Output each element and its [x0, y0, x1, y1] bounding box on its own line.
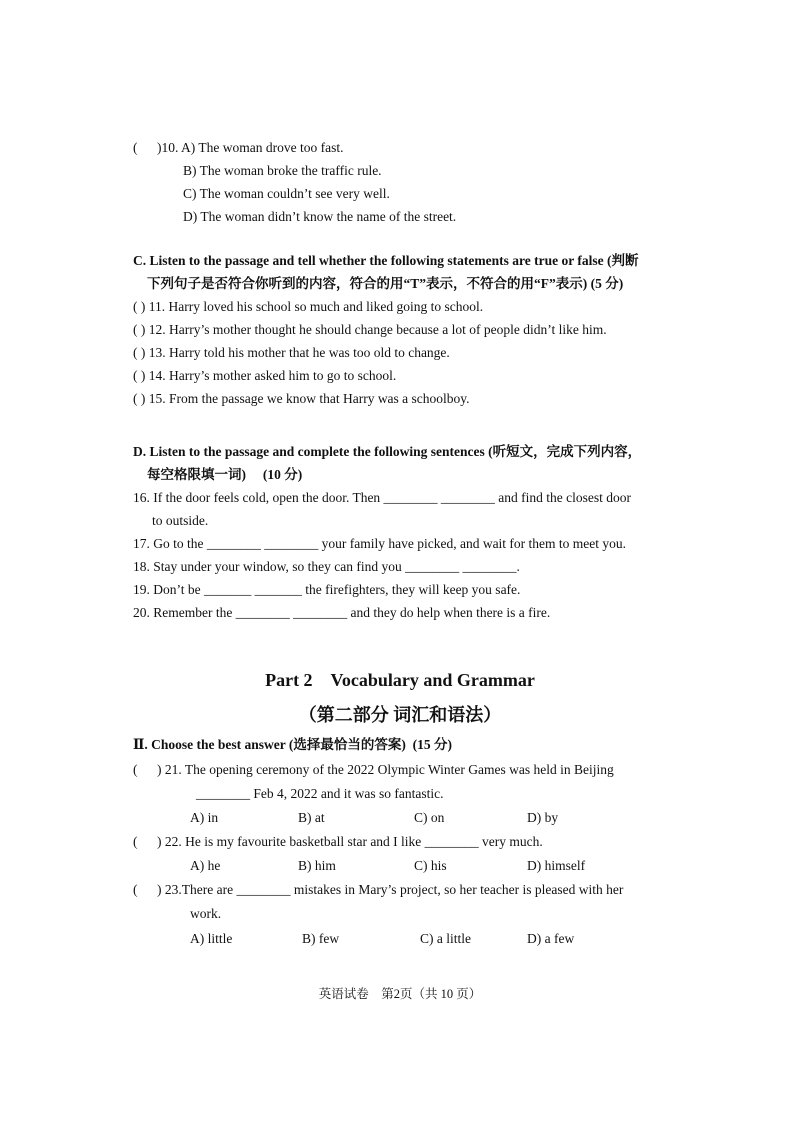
q10-option-c: C) The woman couldn’t see very well.	[183, 186, 390, 201]
q23-option-d: D) a few	[527, 931, 575, 946]
q14: ( ) 14. Harry’s mother asked him to go to school.	[133, 368, 397, 383]
q23-option-b: B) few	[302, 931, 340, 946]
q12: ( ) 12. Harry’s mother thought he should change because a lot of people didn’t like him.	[133, 322, 607, 337]
q16: 16. If the door feels cold, open the door. Then ________ ________ and find the closest door	[133, 490, 632, 505]
section-d-heading: D. Listen to the passage and complete the following sentences (听短文，完成下列内容，	[133, 444, 642, 459]
q10-paren: (	[133, 140, 138, 155]
q22-stem: ) 22. He is my favourite basketball star and I like ________ very much.	[157, 834, 543, 849]
section-d-heading-cn: 每空格限填一词) (10 分)	[147, 467, 303, 482]
q22-paren: (	[133, 834, 138, 849]
section-c-heading: C. Listen to the passage and tell whether the following statements are true or false (判断	[133, 253, 639, 268]
q21-stem: ) 21. The opening ceremony of the 2022 Olympic Winter Games was held in Beijing	[157, 762, 614, 777]
q11: ( ) 11. Harry loved his school so much and liked going to school.	[133, 299, 484, 314]
q21-option-b: B) at	[298, 810, 325, 825]
section-ii-heading: Ⅱ. Choose the best answer (选择最恰当的答案) (15 分)	[133, 737, 452, 752]
q21-paren: (	[133, 762, 138, 777]
q21-option-d: D) by	[527, 810, 559, 825]
q23-option-c: C) a little	[420, 931, 471, 946]
part2-title-cn: （第二部分 词汇和语法）	[298, 705, 502, 725]
section-c-heading-cn: 下列句子是否符合你听到的内容，符合的用“T”表示，不符合的用“F”表示) (5 分)	[147, 276, 624, 291]
q22-option-a: A) he	[190, 858, 221, 873]
part2-title: Part 2 Vocabulary and Grammar	[265, 670, 535, 690]
q23-stem: ) 23.There are ________ mistakes in Mary’s project, so her teacher is pleased with her	[157, 882, 624, 897]
q13: ( ) 13. Harry told his mother that he was too old to change.	[133, 345, 450, 360]
page-footer: 英语试卷 第2页（共 10 页）	[318, 987, 482, 1001]
q22-option-b: B) him	[298, 858, 336, 873]
q21-stem-continued: ________ Feb 4, 2022 and it was so fantastic.	[196, 786, 444, 801]
q10-option-a: )10. A) The woman drove too fast.	[157, 140, 344, 155]
q21-option-c: C) on	[414, 810, 445, 825]
q20: 20. Remember the ________ ________ and they do help when there is a fire.	[133, 605, 551, 620]
q22-option-d: D) himself	[527, 858, 586, 873]
q22-option-c: C) his	[414, 858, 447, 873]
q23-stem-continued: work.	[190, 906, 222, 921]
q23-option-a: A) little	[190, 931, 233, 946]
q16-continued: to outside.	[152, 513, 209, 528]
q21-option-a: A) in	[190, 810, 219, 825]
q18: 18. Stay under your window, so they can find you ________ ________.	[133, 559, 520, 574]
q17: 17. Go to the ________ ________ your family have picked, and wait for them to meet you.	[133, 536, 627, 551]
q23-paren: (	[133, 882, 138, 897]
q10-option-d: D) The woman didn’t know the name of the street.	[183, 209, 457, 224]
q10-option-b: B) The woman broke the traffic rule.	[183, 163, 382, 178]
q15: ( ) 15. From the passage we know that Harry was a schoolboy.	[133, 391, 470, 406]
q19: 19. Don’t be _______ _______ the firefighters, they will keep you safe.	[133, 582, 521, 597]
